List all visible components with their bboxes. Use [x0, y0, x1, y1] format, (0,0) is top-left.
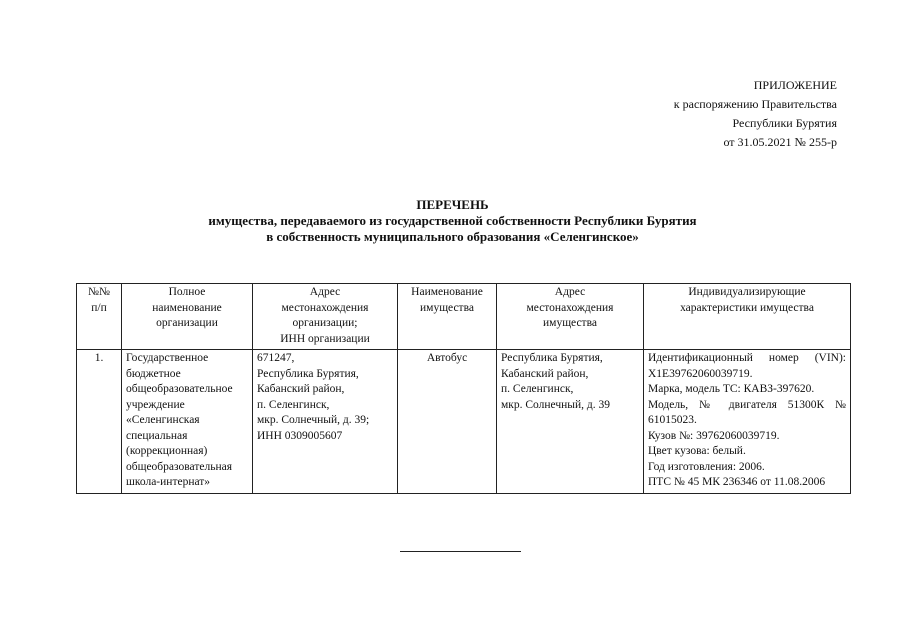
document-title: ПЕРЕЧЕНЬ [416, 197, 489, 212]
cell-characteristics: Идентификационный номер (VIN): X1E39762060039719. Марка, модель ТС: КАВЗ-397620. Модель, № двигателя 51300К № 61015023. Кузов №: 39762060039719. Цвет кузова: белый. Год изготовления: 2006. ПТС № 45 МК 236346 от 11.08.2006 [644, 350, 851, 494]
cell-organization: Государственное бюджетное общеобразовательное учреждение «Селенгинская специальная (коррекционная) общеобразовательная школа-интернат» [122, 350, 253, 494]
appendix-title: ПРИЛОЖЕНИЕ [753, 78, 837, 92]
header-org-address: Адрес местонахождения организации; ИНН организации [253, 284, 398, 350]
header-organization: Полное наименование организации [122, 284, 253, 350]
table-header-row [77, 284, 851, 350]
footer-divider [400, 551, 521, 552]
appendix-line: Республики Бурятия [732, 116, 837, 130]
table-row [77, 350, 851, 494]
cell-num: 1. [77, 350, 122, 494]
header-num: №№ п/п [77, 284, 122, 350]
document-heading [0, 197, 905, 245]
property-table [76, 283, 851, 494]
appendix-date: от 31.05.2021 № 255-р [723, 135, 837, 149]
cell-org-address: 671247, Республика Бурятия, Кабанский район, п. Селенгинск, мкр. Солнечный, д. 39; ИНН 0309005607 [253, 350, 398, 494]
cell-property-name: Автобус [398, 350, 497, 494]
header-characteristics: Индивидуализирующие характеристики имущества [644, 284, 851, 350]
appendix-block [674, 76, 837, 152]
cell-property-address: Республика Бурятия, Кабанский район, п. Селенгинск, мкр. Солнечный, д. 39 [497, 350, 644, 494]
appendix-line: к распоряжению Правительства [673, 97, 837, 111]
header-property-address: Адрес местонахождения имущества [497, 284, 644, 350]
header-property-name: Наименование имущества [398, 284, 497, 350]
document-subtitle: имущества, передаваемого из государственной собственности Республики Бурятия [208, 213, 697, 228]
document-subtitle: в собственность муниципального образования «Селенгинское» [266, 229, 639, 244]
